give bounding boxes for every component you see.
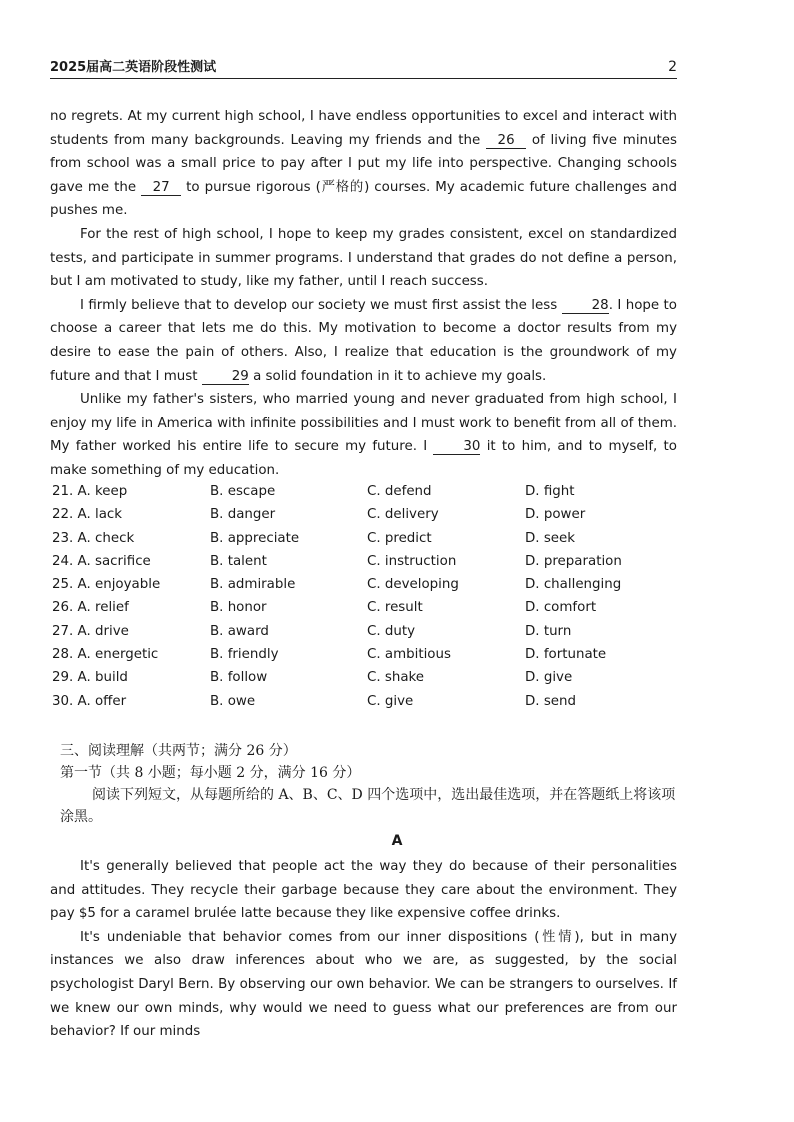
option-row: 30. A. offer B. owe C. give D. send [52,693,577,709]
option-row: 27. A. drive B. award C. duty D. turn [52,623,572,639]
option-row: 28. A. energetic B. friendly C. ambitious D. fortunate [52,647,607,663]
section-title: 三、阅读理解（共两节；满分 26 分） [60,743,297,759]
passage-a [50,855,677,1044]
cloze-paragraph-3: I firmly believe that to develop our society we must first assist the less 28. I hope to choose a career that lets me do this. My motivation to become a doctor results from my desire to ease the pain of others. Also, I realize that education is the groundwork of my future and that I must 29 a solid foundation in it to achieve my goals. [50,297,677,384]
section-instruction: 阅读下列短文，从每题所给的 A、B、C、D 四个选项中，选出最佳选项，并在答题纸上将该项涂黑。 [60,787,676,825]
blank-27: 27 [141,180,181,196]
option-row: 21. A. keep B. escape C. defend D. fight [52,484,575,499]
cloze-paragraph-2: For the rest of high school, I hope to keep my grades consistent, excel on standardized tests, and participate in summer programs. I understand that grades do not define a person, but I am motivated to study, like my father, until I reach success. [50,226,677,290]
page-header [50,56,677,79]
cloze-paragraph-4: Unlike my father's sisters, who married young and never graduated from high school, I enjoy my life in America with infinite possibilities and I must work to benefit from all of them. My father worked his entire life to secure my future. I 30 it to him, and to myself, to make something of my education. [50,392,677,478]
option-row: 26. A. relief B. honor C. result D. comfort [52,600,597,616]
section-subtitle: 第一节（共 8 小题；每小题 2 分，满分 16 分） [60,765,361,781]
exam-title: 2025届高二英语阶段性测试 [50,60,217,75]
blank-26: 26 [486,133,526,149]
page-number: 2 [668,59,677,75]
passage-cloze [50,105,677,483]
passage-a-paragraph-2: It's undeniable that behavior comes from our inner dispositions (性情), but in many instances we also draw inferences about who we are, as suggested, by the social psychologist Daryl Bern. By observing our own behavior. We can be strangers to ourselves. If we knew our own minds, why would we need to guess what our preferences are from our behavior? If our minds [50,929,677,1040]
passage-label-a: A [391,833,403,849]
blank-28: 28 [562,298,609,314]
option-row: 29. A. build B. follow C. shake D. give [52,670,573,686]
option-row: 24. A. sacrifice B. talent C. instruction D. preparation [52,553,622,569]
cloze-paragraph-1: no regrets. At my current high school, I have endless opportunities to excel and interact with students from many backgrounds. Leaving my friends and the 26 of living five minutes from school was a small price to pay after I put my life into perspective. Changing schools gave me the 27 to pursue rigorous (严格的) courses. My academic future challenges and pushes me. [50,109,677,219]
option-row: 22. A. lack B. danger C. delivery D. power [52,507,586,523]
option-row: 25. A. enjoyable B. admirable C. developing D. challenging [52,577,622,593]
blank-29: 29 [202,369,249,385]
option-row: 23. A. check B. appreciate C. predict D. seek [52,530,576,546]
section-reading [60,740,680,828]
passage-a-paragraph-1: It's generally believed that people act the way they do because of their personalities and attitudes. They recycle their garbage because they care about the environment. They pay $5 for a caramel brulée latte because they like expensive coffee drinks. [50,859,677,922]
options-table [52,484,692,717]
blank-30: 30 [433,439,480,455]
